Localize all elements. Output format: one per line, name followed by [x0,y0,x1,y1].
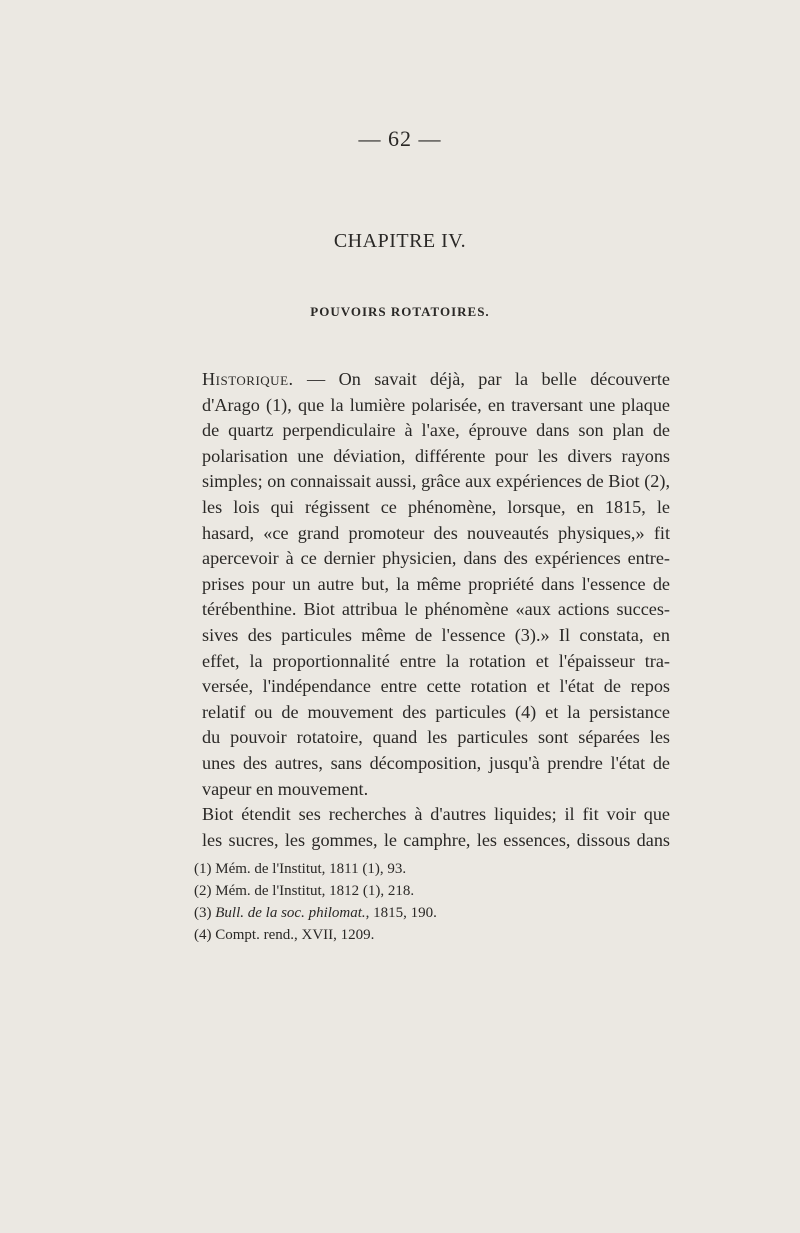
footnote: (3) Bull. de la soc. philomat., 1815, 190. [194,905,437,921]
footnote: (1) Mém. de l'Institut, 1811 (1), 93. [194,861,407,877]
paragraph-historique [176,367,670,802]
lead-word: Historique. [202,369,294,389]
text-line: d'Arago (1), que la lumière polarisée, en traversant une plaque [202,394,670,415]
footnotes [194,858,614,946]
page-number: — 62 — [358,126,442,151]
footnote: (4) Compt. rend., XVII, 1209. [194,927,375,943]
text-line: versée, l'indépendance entre cette rotation et l'état de repos [202,676,670,697]
text-line: sives des particules même de l'essence (3).» Il constata, en [202,624,670,645]
text-line: polarisation une déviation, différente pour les divers rayons [202,445,670,466]
text-line: apercevoir à ce dernier physicien, dans des expériences entre- [202,548,670,569]
text-line: térébenthine. Biot attribua le phénomène «aux actions succes- [202,599,670,620]
chapter-title: CHAPITRE IV. [333,230,467,252]
text-line: prises pour un autre but, la même propriété dans l'essence de [202,573,670,594]
text-line: relatif ou de mouvement des particules (4) et la persistance [202,701,670,722]
text-line: unes des autres, sans décomposition, jusqu'à prendre l'état de [202,752,670,773]
text-line: Historique. — On savait déjà, par la belle découverte [202,369,670,389]
text-line: du pouvoir rotatoire, quand les particules sont séparées les [202,727,670,748]
text-line: de quartz perpendiculaire à l'axe, éprouve dans son plan de [202,420,670,441]
footnote: (2) Mém. de l'Institut, 1812 (1), 218. [194,883,415,899]
text-line: les lois qui régissent ce phénomène, lorsque, en 1815, le [202,496,670,517]
text-line: simples; on connaissait aussi, grâce aux expériences de Biot (2), [202,471,670,492]
text-line: Biot étendit ses recherches à d'autres liquides; il fit voir que [202,804,670,825]
text-line: vapeur en mouvement. [202,778,369,799]
section-title: POUVOIRS ROTATOIRES. [310,304,490,319]
body-text [176,367,670,853]
text-line: effet, la proportionnalité entre la rotation et l'épaisseur tra- [202,650,670,671]
paragraph-biot [176,802,670,853]
text-line: hasard, «ce grand promoteur des nouveautés physiques,» fit [202,522,670,543]
text-line: les sucres, les gommes, le camphre, les essences, dissous dans [202,829,670,850]
